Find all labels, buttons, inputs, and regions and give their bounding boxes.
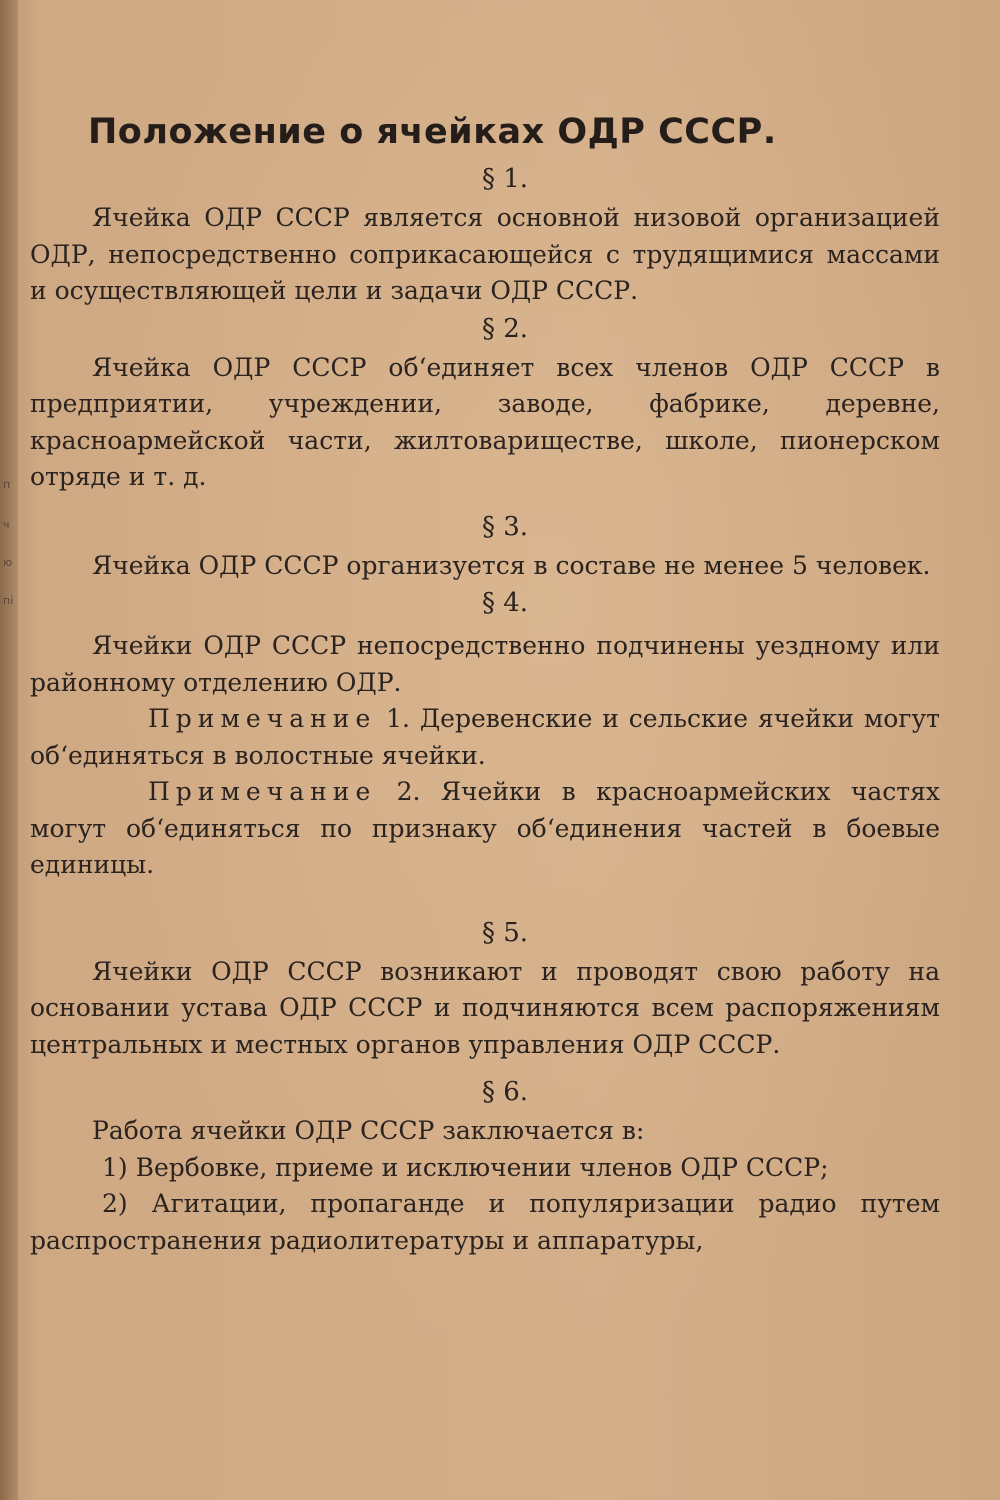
section-heading: § 5. — [481, 917, 529, 948]
edge-text-fragment: ч — [3, 518, 10, 531]
paragraph: Ячейка ОДР СССР об‘единяет всех членов ОДР СССР в предприятии, учреждении, заводе, фабрике, деревне, красноармейской части, жилтовариществе, школе, пионерском отряде и т. д. — [30, 352, 940, 491]
note-label: Примечание — [148, 777, 377, 806]
document-body — [30, 112, 940, 1259]
paragraph: Ячейки ОДР СССР непосредственно подчинены уездному или районному отделению ОДР. — [30, 631, 940, 697]
binding-edge — [0, 0, 18, 1500]
edge-text-fragment: п — [3, 478, 11, 491]
document-title: Положение о ячейках ОДР СССР. — [88, 112, 777, 152]
note — [30, 774, 940, 884]
note-text: 1. Деревенские и сельские ячейки могут об‘единяться в волостные ячейки. — [30, 704, 940, 770]
section-heading: § 2. — [481, 313, 529, 344]
spacer — [30, 884, 940, 914]
note-text: 2. Ячейки в красноармейских частях могут об‘единяться по признаку об‘единения частей в боевые единицы. — [30, 777, 940, 879]
section-heading: § 4. — [481, 588, 529, 618]
list-item: 1) Вербовке, приеме и исключении членов ОДР СССР; — [102, 1152, 829, 1182]
section-heading: § 3. — [481, 511, 529, 542]
edge-text-fragment: пі — [3, 594, 14, 607]
note — [30, 701, 940, 774]
edge-text-fragment: ю — [3, 556, 13, 569]
paragraph: Ячейки ОДР СССР возникают и проводят свою работу на основании устава ОДР СССР и подчиняются всем распоряжениям центральных и местных органов управления ОДР СССР. — [30, 956, 940, 1059]
paragraph: Работа ячейки ОДР СССР заключается в: — [92, 1116, 645, 1145]
paragraph: Ячейка ОДР СССР организуется в составе не менее 5 человек. — [92, 550, 931, 580]
note-label: Примечание — [148, 704, 377, 733]
list-item: 2) Агитации, пропаганде и популяризации радио путем распространения радиолитературы и аппаратуры, — [30, 1189, 940, 1255]
section-heading: § 6. — [481, 1077, 529, 1107]
paragraph: Ячейка ОДР СССР является основной низовой организацией ОДР, непосредственно соприкасающейся с трудящимися массами и осуществляющей цели и задачи ОДР СССР. — [30, 203, 940, 305]
section-heading: § 1. — [481, 164, 529, 194]
